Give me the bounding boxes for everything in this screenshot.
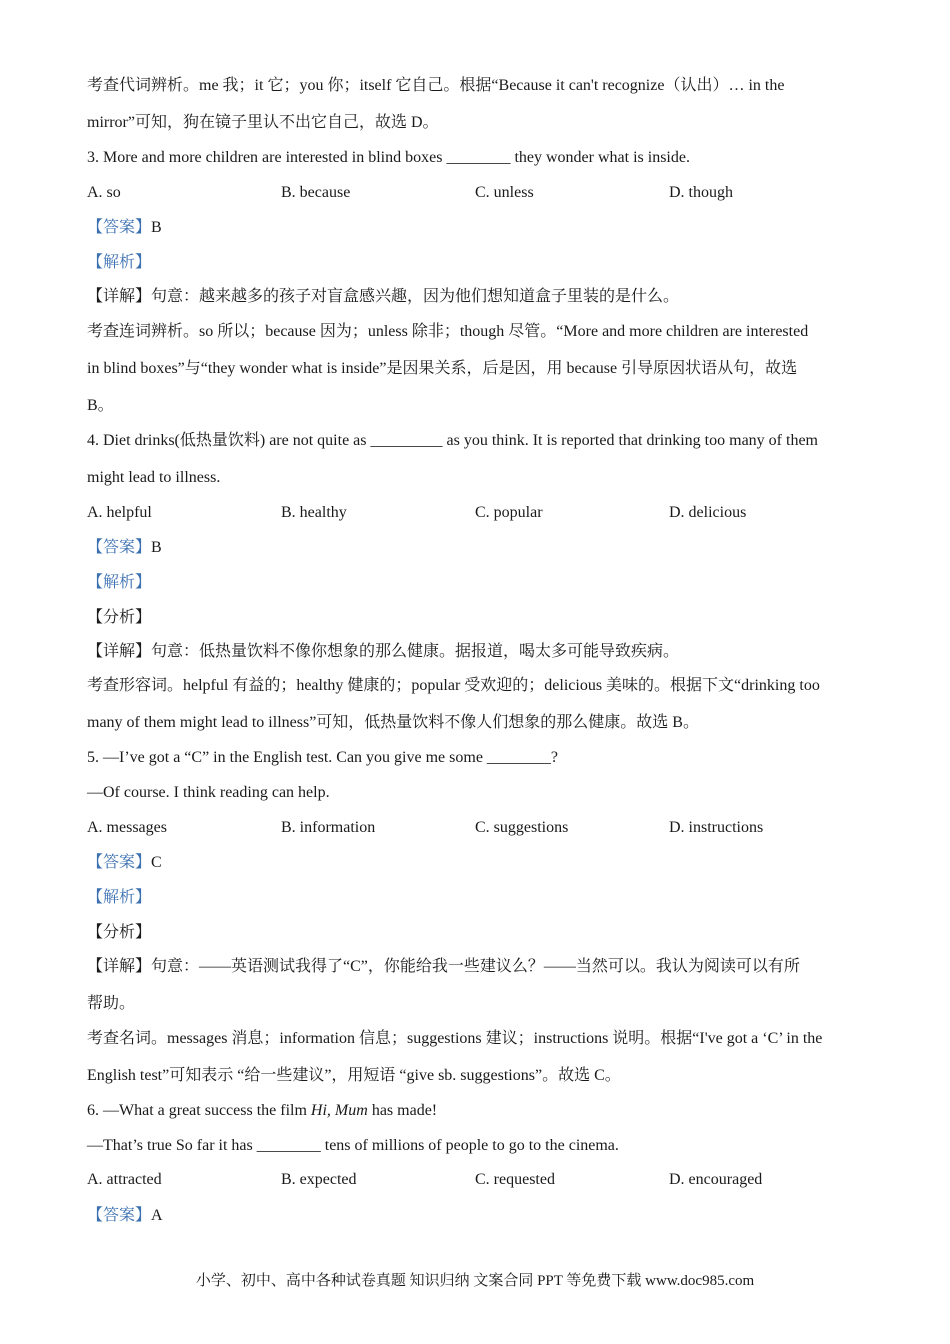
answer-value: A [151,1207,163,1224]
detail-text: 句意：越来越多的孩子对盲盒感兴趣，因为他们想知道盒子里装的是什么。 [151,288,680,305]
q5-option-d: D. instructions [669,819,764,836]
q5-detail-line-2: 帮助。 [87,995,136,1012]
q3-explanation-line-3: B。 [87,397,114,414]
q6-options [87,1169,887,1191]
q6-answer [87,1205,163,1227]
answer-tag: 【答案】 [87,539,152,556]
q5-detail [87,956,800,978]
q5-answer [87,852,162,874]
q3-option-a: A. so [87,184,121,201]
q4-question-line-1: 4. Diet drinks(低热量饮料) are not quite as _________ as you think. It is reported that drinking too many of them [87,432,818,449]
q5-explanation-line-1: 考查名词。messages 消息；information 信息；suggestions 建议；instructions 说明。根据“I've got a ‘C’ in the [87,1030,823,1047]
q4-option-c: C. popular [475,504,543,521]
q5-option-c: C. suggestions [475,819,569,836]
q5-question-line-1: 5. —I’ve got a “C” in the English test. Can you give me some ________? [87,749,559,766]
q5-options [87,817,887,839]
answer-tag: 【答案】 [87,1207,152,1224]
q6-option-a: A. attracted [87,1171,162,1188]
detail-text: 句意：低热量饮料不像你想象的那么健康。据报道，喝太多可能导致疾病。 [151,643,680,660]
q4-fenxi-tag: 【分析】 [87,609,152,626]
q3-answer [87,217,162,239]
q6-question-pre: 6. —What a great success the film [87,1102,311,1119]
q3-option-c: C. unless [475,184,534,201]
q6-option-c: C. requested [475,1171,555,1188]
q3-options [87,182,887,204]
answer-value: B [151,539,162,556]
q4-option-a: A. helpful [87,504,152,521]
q6-question-line-1 [87,1100,437,1122]
q4-detail [87,641,679,663]
q4-explanation-line-2: many of them might lead to illness”可知，低热量饮料不像人们想象的那么健康。故选 B。 [87,714,699,731]
q3-explanation-line-1: 考查连词辨析。so 所以；because 因为；unless 除非；though 尽管。“More and more children are interested [87,323,809,340]
detail-text: 句意：——英语测试我得了“C”，你能给我一些建议么？——当然可以。我认为阅读可以有所 [151,958,800,975]
answer-tag: 【答案】 [87,854,152,871]
q5-explanation-line-2: English test”可知表示 “给一些建议”，用短语 “give sb. suggestions”。故选 C。 [87,1067,621,1084]
q4-explanation-line-1: 考查形容词。helpful 有益的；healthy 健康的；popular 受欢迎的；delicious 美味的。根据下文“drinking too [87,677,820,694]
detail-tag: 【详解】 [87,643,152,660]
detail-tag: 【详解】 [87,288,152,305]
answer-value: C [151,854,162,871]
q3-question: 3. More and more children are interested in blind boxes ________ they wonder what is inside. [87,149,690,166]
q5-question-line-2: —Of course. I think reading can help. [87,784,330,801]
q6-question-post: has made! [367,1102,438,1119]
q5-option-a: A. messages [87,819,167,836]
q5-option-b: B. information [281,819,376,836]
q6-option-b: B. expected [281,1171,357,1188]
q6-film-title: Hi, Mum [310,1102,368,1119]
answer-tag: 【答案】 [87,219,152,236]
q4-question-line-2: might lead to illness. [87,469,221,486]
q6-question-line-2: —That’s true So far it has ________ tens of millions of people to go to the cinema. [87,1137,619,1154]
q3-option-b: B. because [281,184,351,201]
q3-explanation-line-2: in blind boxes”与“they wonder what is inside”是因果关系，后是因，用 because 引导原因状语从句，故选 [87,360,798,377]
q4-answer [87,537,162,559]
q6-option-d: D. encouraged [669,1171,763,1188]
detail-tag: 【详解】 [87,958,152,975]
q3-detail [87,286,679,308]
q4-option-d: D. delicious [669,504,747,521]
q4-option-b: B. healthy [281,504,347,521]
q2-explanation-line-2: mirror”可知，狗在镜子里认不出它自己，故选 D。 [87,114,439,131]
q4-analysis-tag: 【解析】 [87,574,152,591]
q3-option-d: D. though [669,184,733,201]
q3-analysis-tag: 【解析】 [87,254,152,271]
page-footer: 小学、初中、高中各种试卷真题 知识归纳 文案合同 PPT 等免费下载 www.doc985.com [195,1273,755,1289]
q4-options [87,502,887,524]
q2-explanation-line-1: 考查代词辨析。me 我；it 它；you 你；itself 它自己。根据“Because it can't recognize（认出）… in the [87,77,785,94]
q5-fenxi-tag: 【分析】 [87,924,152,941]
q5-analysis-tag: 【解析】 [87,889,152,906]
answer-value: B [151,219,162,236]
